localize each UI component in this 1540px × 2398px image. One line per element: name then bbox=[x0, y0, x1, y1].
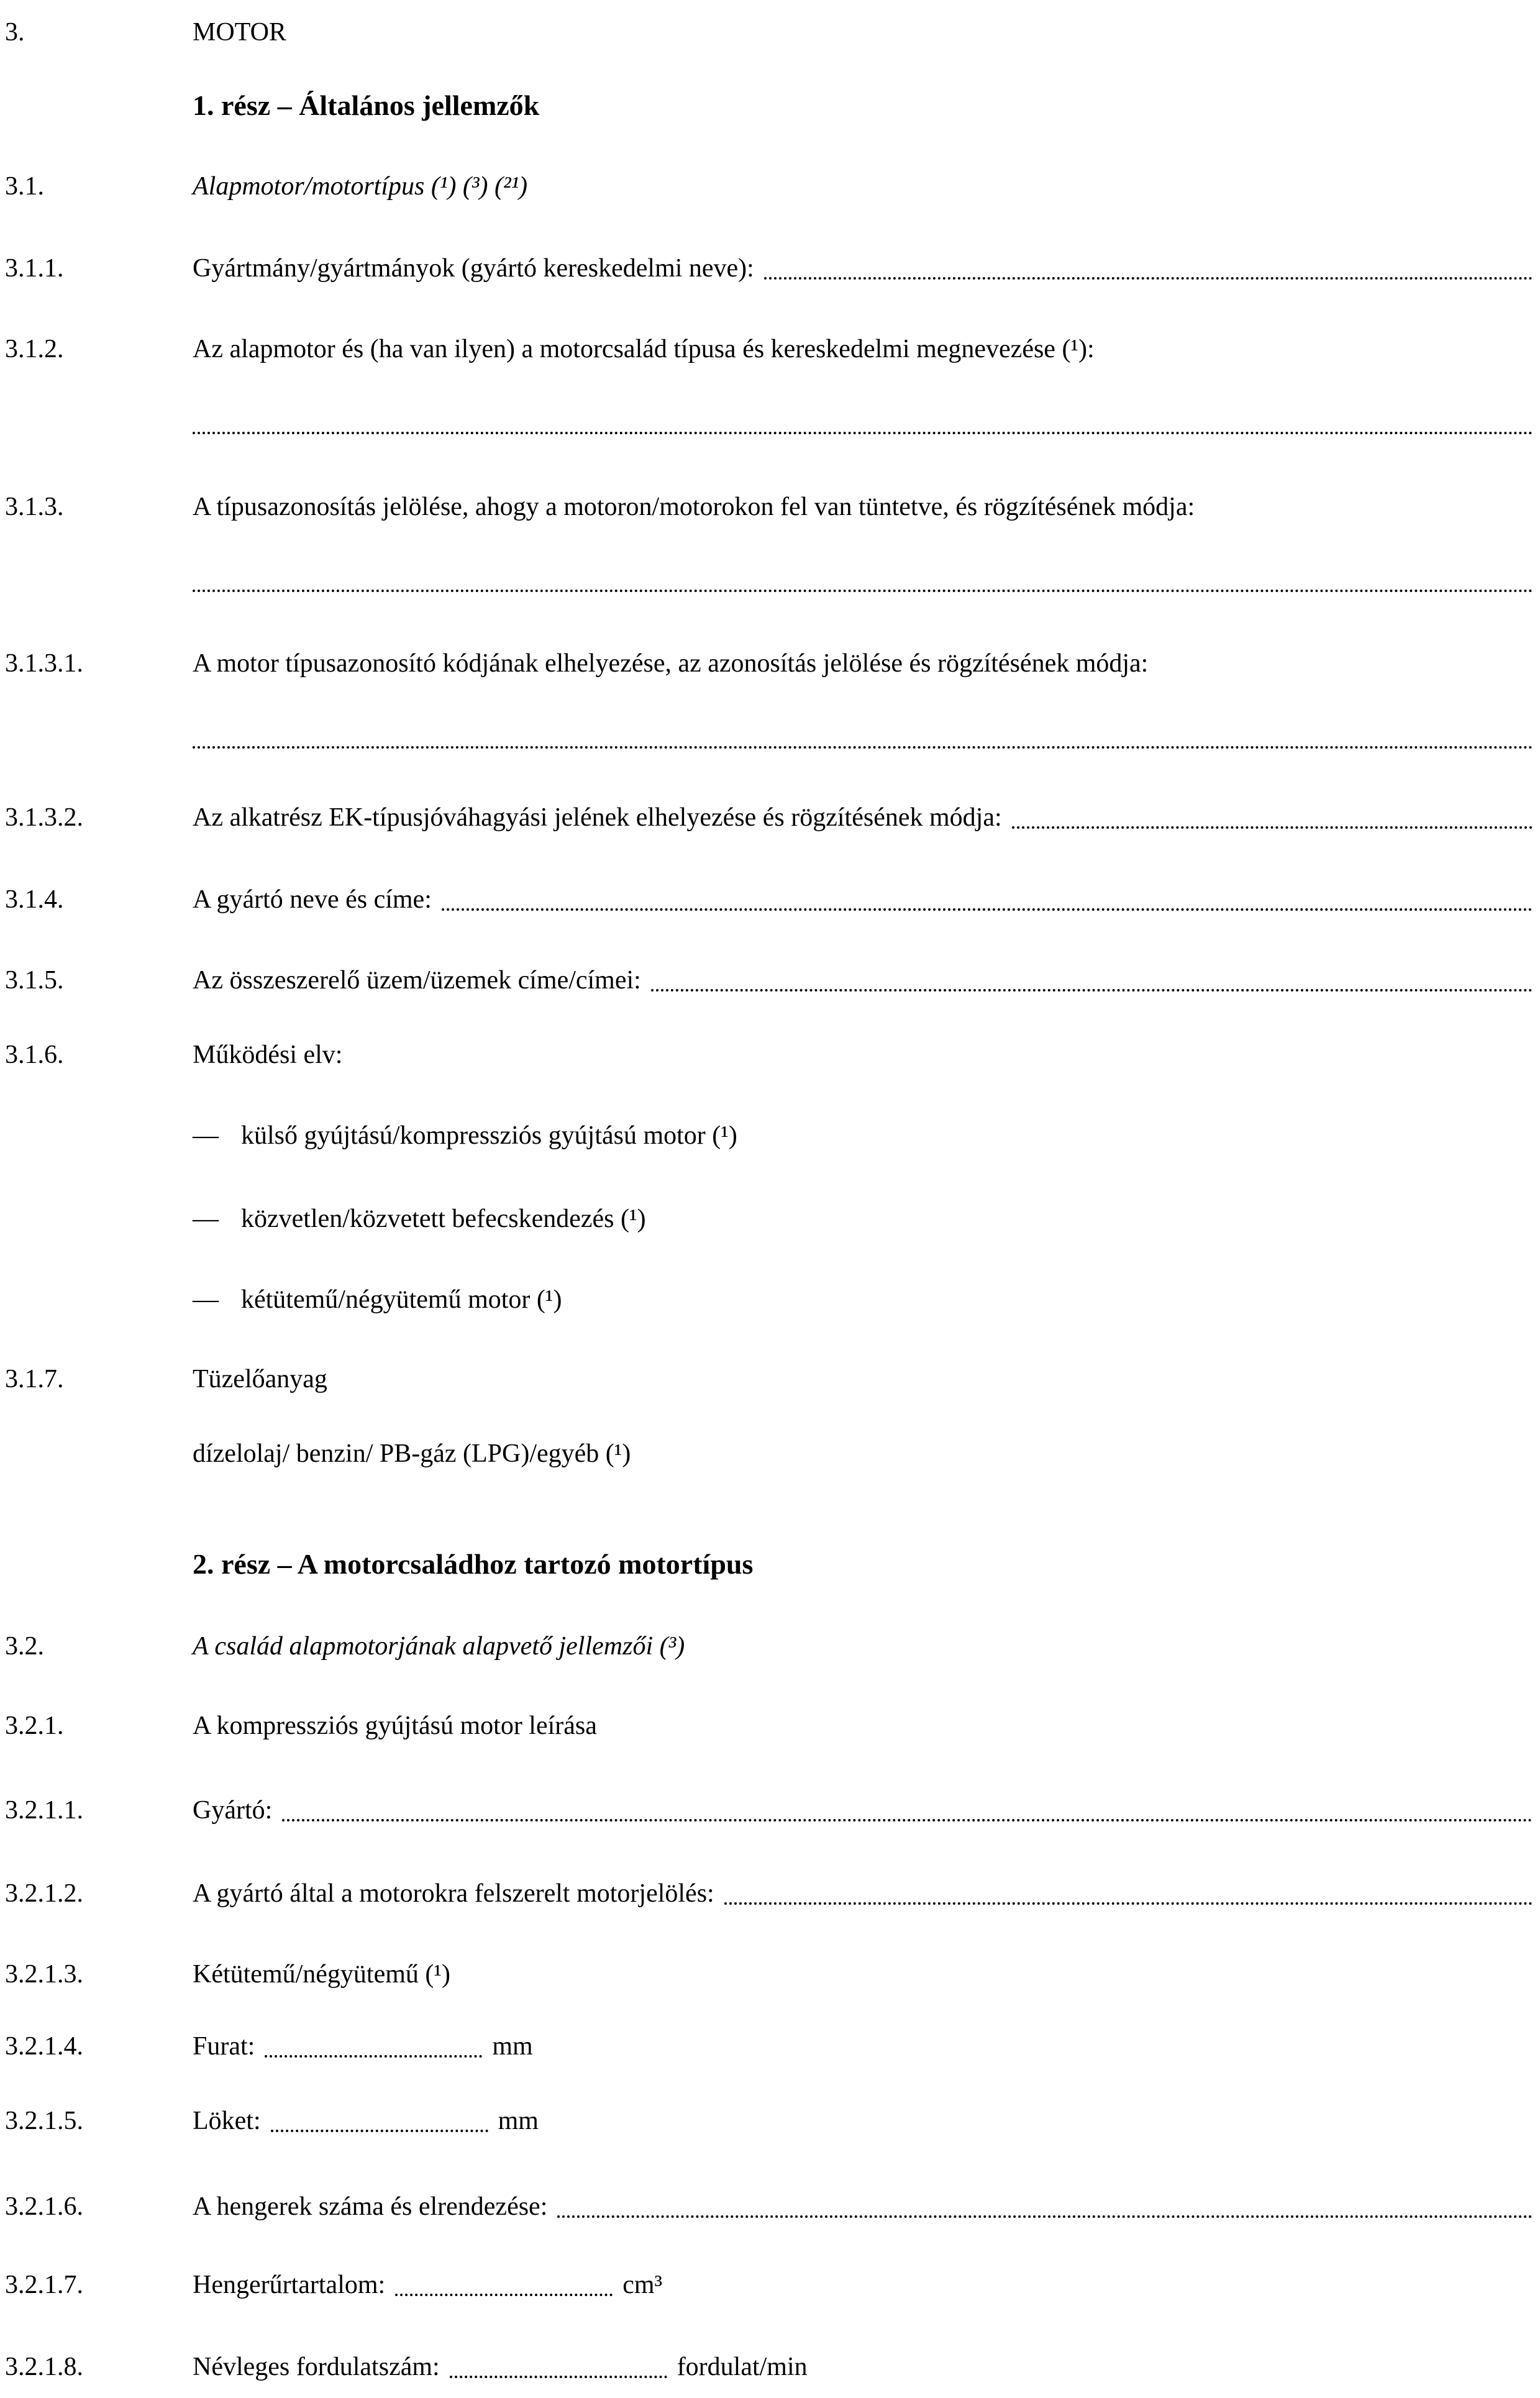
item-number: 3.1.4. bbox=[5, 885, 64, 914]
heading-label: 1. rész – Általános jellemzők bbox=[193, 89, 540, 121]
item-number: 3.2.1.2. bbox=[5, 1879, 83, 1908]
dotted-leader bbox=[271, 2111, 488, 2132]
item-label: Tüzelőanyag bbox=[193, 1365, 327, 1393]
item-3-1-3-1 bbox=[5, 649, 1533, 678]
item-3-1-7 bbox=[5, 1364, 1533, 1394]
item-number: 3.1.6. bbox=[5, 1041, 64, 1069]
item-number: 3.1.2. bbox=[5, 335, 64, 363]
dotted-line bbox=[193, 746, 1533, 749]
part-2-heading bbox=[193, 1549, 1533, 1579]
em-dash-bullet: — bbox=[193, 1285, 219, 1314]
item-3-2-1-8 bbox=[5, 2352, 1533, 2382]
item-number: 3.2. bbox=[5, 1632, 44, 1661]
unit-label: fordulat/min bbox=[677, 2353, 808, 2381]
option-label: kétütemű/négyütemű motor (¹) bbox=[241, 1285, 562, 1314]
heading-label: 2. rész – A motorcsaládhoz tartozó motortípus bbox=[193, 1548, 754, 1580]
item-number: 3.1.5. bbox=[5, 966, 64, 995]
item-label: A gyártó által a motorokra felszerelt motorjelölés: bbox=[193, 1879, 714, 1908]
item-label: Az összeszerelő üzem/üzemek címe/címei: bbox=[193, 966, 641, 995]
dotted-leader bbox=[651, 970, 1533, 992]
item-number: 3.1.3.2. bbox=[5, 803, 83, 832]
item-number: 3.1.7. bbox=[5, 1365, 64, 1393]
dotted-leader bbox=[265, 2036, 482, 2058]
item-3-2-1-6 bbox=[5, 2192, 1533, 2222]
item-number: 3.1. bbox=[5, 172, 44, 201]
dotted-leader bbox=[557, 2197, 1533, 2218]
item-3-1-5 bbox=[5, 965, 1533, 995]
item-label: A motor típusazonosító kódjának elhelyezése, az azonosítás jelölése és rögzítésének módja: bbox=[193, 649, 1149, 678]
dotted-leader bbox=[450, 2357, 667, 2378]
item-label: Az alkatrész EK-típusjóváhagyási jelének elhelyezése és rögzítésének módja: bbox=[193, 803, 1002, 832]
option-ignition-type bbox=[193, 1121, 1533, 1151]
item-3-1-3-2 bbox=[5, 803, 1533, 832]
em-dash-bullet: — bbox=[193, 1121, 219, 1150]
item-label: Névleges fordulatszám: bbox=[193, 2353, 440, 2381]
item-number: 3. bbox=[5, 18, 25, 47]
item-number: 3.1.3.1. bbox=[5, 649, 83, 678]
item-number: 3.2.1.1. bbox=[5, 1796, 83, 1825]
item-number: 3.2.1.7. bbox=[5, 2271, 83, 2299]
fuel-options-line bbox=[193, 1439, 1533, 1469]
item-label: A család alapmotorjának alapvető jellemzői (³) bbox=[193, 1632, 685, 1661]
item-number: 3.2.1.4. bbox=[5, 2032, 83, 2061]
item-label: A gyártó neve és címe: bbox=[193, 885, 432, 914]
option-stroke-type bbox=[193, 1285, 1533, 1315]
item-3-1-1 bbox=[5, 253, 1533, 283]
item-number: 3.2.1. bbox=[5, 1712, 64, 1740]
item-label: A kompressziós gyújtású motor leírása bbox=[193, 1712, 597, 1740]
item-label: Löket: bbox=[193, 2107, 261, 2135]
option-label: közvetlen/közvetett befecskendezés (¹) bbox=[241, 1205, 646, 1233]
item-3-1-4 bbox=[5, 885, 1533, 914]
item-3-1-3 bbox=[5, 492, 1533, 522]
item-number: 3.2.1.3. bbox=[5, 1960, 83, 1989]
dotted-leader bbox=[764, 258, 1533, 280]
dotted-leader bbox=[724, 1884, 1533, 1905]
item-3-1 bbox=[5, 171, 1533, 201]
dotted-line bbox=[193, 432, 1533, 434]
item-3-2-1-3 bbox=[5, 1959, 1533, 1989]
item-label: Kétütemű/négyütemű (¹) bbox=[193, 1960, 450, 1989]
part-1-heading bbox=[193, 91, 1533, 121]
item-label: Furat: bbox=[193, 2032, 255, 2061]
item-number: 3.1.3. bbox=[5, 493, 64, 521]
item-label: Gyártó: bbox=[193, 1796, 273, 1825]
dotted-leader bbox=[1012, 808, 1533, 829]
item-label: MOTOR bbox=[193, 18, 286, 47]
unit-label: cm³ bbox=[622, 2271, 663, 2299]
fuel-options-label: dízelolaj/ benzin/ PB-gáz (LPG)/egyéb (¹) bbox=[193, 1439, 631, 1468]
item-number: 3.2.1.6. bbox=[5, 2192, 83, 2221]
item-number: 3.1.1. bbox=[5, 254, 64, 283]
em-dash-bullet: — bbox=[193, 1205, 219, 1233]
unit-label: mm bbox=[492, 2032, 533, 2061]
item-number: 3.2.1.8. bbox=[5, 2353, 83, 2381]
item-3-1-2 bbox=[5, 334, 1533, 364]
item-3 bbox=[5, 17, 1533, 47]
dotted-leader bbox=[395, 2275, 613, 2296]
item-3-2-1-5 bbox=[5, 2106, 1533, 2136]
dotted-line bbox=[193, 590, 1533, 592]
item-label: A hengerek száma és elrendezése: bbox=[193, 2192, 548, 2221]
item-label: Alapmotor/motortípus (¹) (³) (²¹) bbox=[193, 172, 528, 201]
item-number: 3.2.1.5. bbox=[5, 2107, 83, 2135]
item-label: Az alapmotor és (ha van ilyen) a motorcsalád típusa és kereskedelmi megnevezése (¹): bbox=[193, 335, 1095, 363]
item-label: Működési elv: bbox=[193, 1041, 343, 1069]
item-3-1-6 bbox=[5, 1040, 1533, 1070]
item-label: A típusazonosítás jelölése, ahogy a motoron/motorokon fel van tüntetve, és rögzítésének módja: bbox=[193, 493, 1195, 521]
item-3-2-1 bbox=[5, 1711, 1533, 1741]
item-3-2-1-1 bbox=[5, 1795, 1533, 1825]
item-3-2-1-4 bbox=[5, 2031, 1533, 2061]
dotted-leader bbox=[282, 1800, 1533, 1821]
item-3-2-1-7 bbox=[5, 2270, 1533, 2300]
unit-label: mm bbox=[498, 2107, 539, 2135]
item-3-2 bbox=[5, 1631, 1533, 1661]
item-3-2-1-2 bbox=[5, 1879, 1533, 1908]
item-label: Gyártmány/gyártmányok (gyártó kereskedelmi neve): bbox=[193, 254, 754, 283]
option-injection-type bbox=[193, 1204, 1533, 1234]
item-label: Hengerűrtartalom: bbox=[193, 2271, 386, 2299]
option-label: külső gyújtású/kompressziós gyújtású motor (¹) bbox=[241, 1121, 737, 1150]
dotted-leader bbox=[442, 890, 1533, 911]
